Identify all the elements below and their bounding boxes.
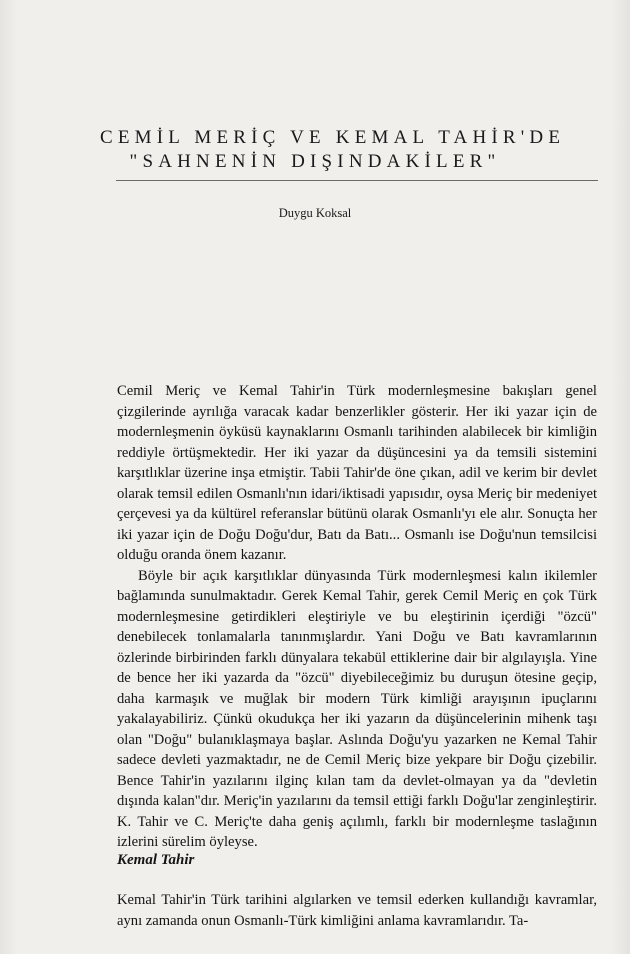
- section-heading: Kemal Tahir: [117, 852, 195, 868]
- article-title-line2: "SAHNENİN DIŞINDAKİLER": [129, 151, 501, 172]
- article-title: [100, 126, 566, 174]
- title-divider: [116, 180, 598, 181]
- article-title-line1: CEMİL MERİÇ VE KEMAL TAHİR'DE: [100, 127, 566, 148]
- author-name: Duygu Koksal: [278, 206, 352, 220]
- body-paragraph-2: Böyle bir açık karşıtlıklar dünyasında Türk modernleşmesi kalın ikilemler bağlamında sunulmaktadır. Gerek Kemal Tahir, gerek Cemil Meriç en çok Türk modernleşmesine getirdikleri eleştiriyle ve bu eleştirinin içerdiği "özcü" denebilecek tonlamalarla tanınmışlardır. Yani Doğu ve Batı kavramlarının özlerinde birbirinden farklı dünyalara tekabül ettiklerine dair bir algılayışla. Yine de bence her iki yazarda da "özcü" diyebileceğimiz bu duruşun ötesine geçip, daha karmaşık ve muğlak bir modern Türk kimliği arayışının ipuçlarını yakalayabiliriz. Çünkü okudukça her iki yazarın da düşüncelerinin mihenk taşı olan "Doğu" bulanıklaşmaya başlar. Aslında Doğu'yu yazarken ne Kemal Tahir sadece devleti yazmaktadır, ne de Cemil Meriç bize yekpare bir Doğu çizebilir. Bence Tahir'in yazılarını ilginç kılan tam da devlet-olmayan ya da "devletin dışında kalan"dır. Meriç'in yazılarını da temsil ettiği farklı Doğu'lar zenginleştirir. K. Tahir ve C. Meriç'te daha geniş açılımlı, farklı bir modernleşme taslağının izlerini sürelim öyleyse.: [117, 567, 597, 850]
- section-paragraph-1: Kemal Tahir'in Türk tarihini algılarken ve temsil ederken kullandığı kavramlar, aynı zamanda onun Osmanlı-Türk kimliğini anlama kavramlarıdır. Ta-: [117, 892, 597, 929]
- section-body: [117, 890, 597, 931]
- intro-body: [117, 381, 597, 853]
- body-paragraph-1: Cemil Meriç ve Kemal Tahir'in Türk modernleşmesine bakışları genel çizgilerinde ayrılığa varacak kadar benzerlikler gösterir. Her iki yazar için de modernleşmenin öyküsü kaynaklarını Osmanlı tarihinden alabilecek bir kimliğin reddiyle örtüşmektedir. Her iki yazar da düşüncesini ya da temsili sistemini karşıtlıklar üzerine inşa etmiştir. Tabii Tahir'de öne çıkan, adil ve kerim bir devlet olarak temsil edilen Osmanlı'nın idari/iktisadi yapısıdır, oysa Meriç bir medeniyet çerçevesi ya da kültürel referanslar bütünü olarak Osmanlı'yı ele alır. Sonuçta her iki yazar için de Doğu Doğu'dur, Batı da Batı... Osmanlı ise Doğu'nun temsilcisi olduğu oranda önem kazanır.: [117, 383, 597, 563]
